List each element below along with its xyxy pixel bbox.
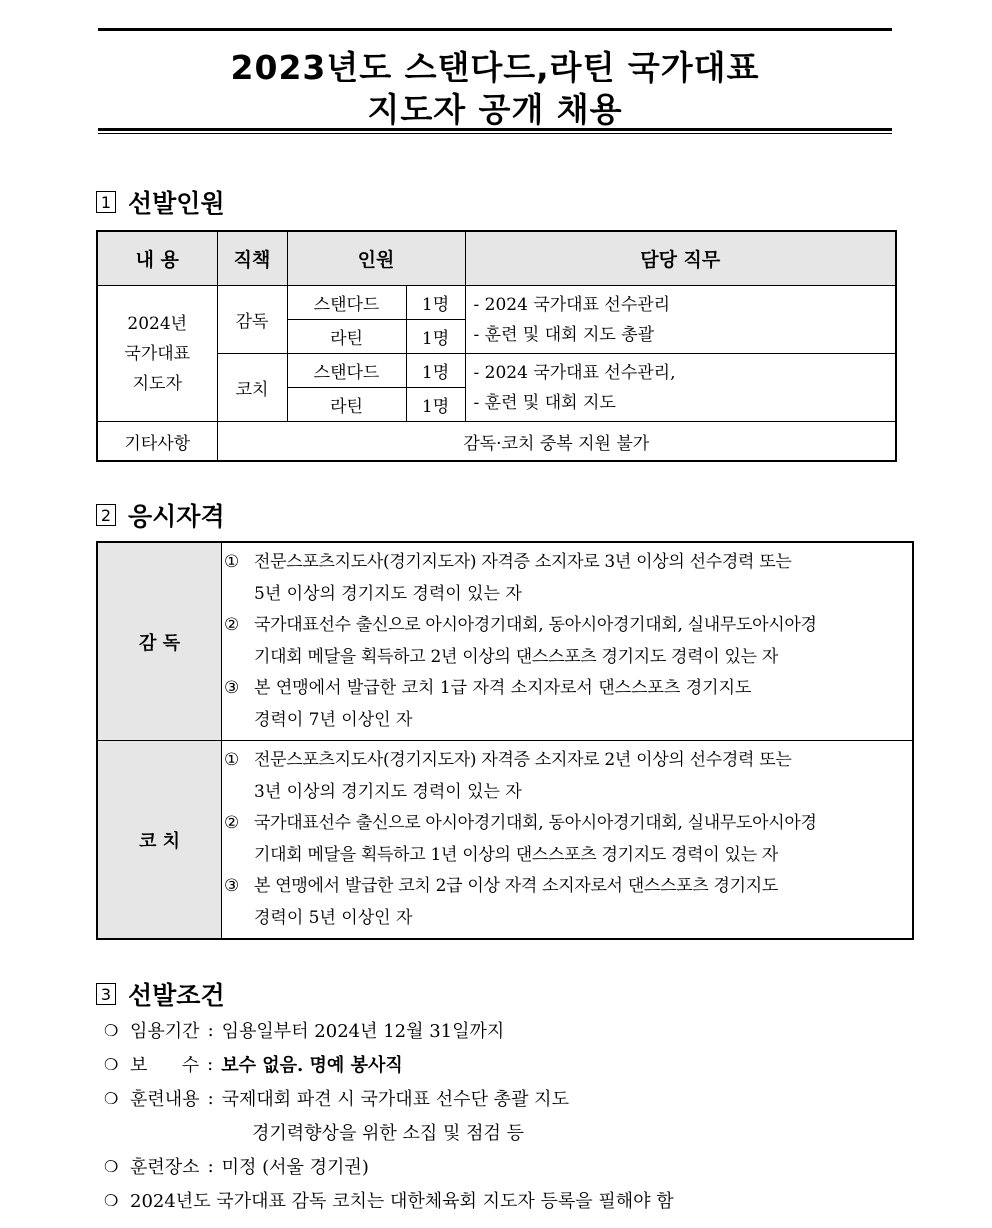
title-bottom-rule — [98, 128, 892, 131]
list-item — [224, 808, 910, 871]
group-label-line: 국가대표 — [124, 343, 191, 364]
selection-conditions — [104, 1013, 924, 1217]
item-line: 전문스포츠지도사(경기지도자) 자격증 소지자로 2년 이상의 선수경력 또는 — [254, 750, 792, 770]
table-row — [97, 286, 896, 320]
table-row — [97, 542, 913, 741]
title-top-rule — [98, 28, 892, 31]
list-item — [104, 1149, 924, 1183]
list-item — [104, 1013, 924, 1047]
section-1-heading — [96, 184, 225, 220]
discipline-cell: 라틴 — [287, 388, 406, 422]
item-line: 경력이 7년 이상인 자 — [254, 709, 413, 730]
other-value: 감독·코치 중복 지원 불가 — [217, 422, 896, 462]
group-label-cell — [97, 286, 217, 422]
count-cell: 1명 — [406, 320, 465, 354]
coach-qualifications — [222, 741, 914, 940]
count-cell: 1명 — [406, 286, 465, 320]
title-block — [98, 28, 892, 136]
duty-line: - 훈련 및 대회 지도 — [473, 392, 616, 413]
condition-label: 훈련장소 — [130, 1157, 200, 1178]
list-item — [224, 673, 910, 736]
item-line: 전문스포츠지도사(경기지도자) 자격증 소지자로 3년 이상의 선수경력 또는 — [254, 552, 792, 572]
item-line: 3년 이상의 경기지도 경력이 있는 자 — [254, 781, 522, 802]
bullet-icon: ❍ — [104, 1156, 119, 1176]
position-coach: 코치 — [217, 354, 287, 422]
list-item — [224, 610, 910, 673]
discipline-cell: 스탠다드 — [287, 354, 406, 388]
item-line: 5년 이상의 경기지도 경력이 있는 자 — [254, 583, 522, 604]
table-row — [97, 354, 896, 388]
condition-value: 미정 (서울 경기권) — [221, 1157, 369, 1178]
count-cell: 1명 — [406, 388, 465, 422]
position-director: 감독 — [217, 286, 287, 354]
section-2-number: 2 — [96, 504, 116, 526]
duty-line: - 훈련 및 대회 지도 총괄 — [473, 324, 655, 345]
colon: : — [207, 1087, 214, 1109]
item-line: 국가대표선수 출신으로 아시아경기대회, 동아시아경기대회, 실내무도아시아경 — [254, 813, 817, 833]
discipline-cell: 라틴 — [287, 320, 406, 354]
bullet-icon: ❍ — [104, 1020, 119, 1040]
item-line: 경력이 5년 이상인 자 — [254, 907, 413, 928]
item-mark: ① — [224, 750, 240, 770]
selection-personnel-table — [96, 230, 897, 462]
page-title-line-2: 지도자 공개 채용 — [367, 90, 623, 129]
item-line: 기대회 메달을 획득하고 1년 이상의 댄스스포츠 경기지도 경력이 있는 자 — [254, 844, 778, 865]
bullet-icon: ❍ — [104, 1054, 119, 1074]
section-3-number: 3 — [96, 983, 116, 1005]
item-mark: ③ — [224, 876, 240, 896]
table-header-row — [97, 231, 896, 286]
condition-value: 국제대회 파견 시 국가대표 선수단 총괄 지도 — [221, 1089, 569, 1110]
item-mark: ② — [224, 615, 240, 635]
section-3-heading — [96, 976, 225, 1012]
condition-label: 임용기간 — [130, 1021, 200, 1042]
condition-value: 임용일부터 2024년 12월 31일까지 — [221, 1021, 505, 1042]
section-2-heading — [96, 497, 225, 533]
count-cell: 1명 — [406, 354, 465, 388]
colon: : — [207, 1155, 214, 1177]
list-item — [104, 1047, 924, 1081]
duty-line: - 2024 국가대표 선수관리 — [473, 294, 671, 315]
title-bottom-rule-thin — [98, 133, 892, 134]
discipline-cell: 스탠다드 — [287, 286, 406, 320]
item-mark: ② — [224, 813, 240, 833]
condition-note: 2024년도 국가대표 감독 코치는 대한체육회 지도자 등록을 필해야 함 — [130, 1191, 674, 1212]
list-item — [224, 871, 910, 934]
header-duty: 담당 직무 — [465, 231, 896, 286]
section-1-title: 선발인원 — [128, 189, 225, 218]
page-title-line-1: 2023년도 스탠다드,라틴 국가대표 — [230, 48, 760, 87]
condition-label: 훈련내용 — [130, 1089, 200, 1110]
duty-line: - 2024 국가대표 선수관리, — [473, 362, 676, 383]
qualifications-table — [96, 541, 914, 940]
director-qualifications — [222, 542, 914, 741]
colon: : — [207, 1019, 214, 1041]
group-label-line: 지도자 — [132, 373, 182, 394]
list-item — [224, 745, 910, 808]
bullet-icon: ❍ — [104, 1088, 119, 1108]
role-coach: 코 치 — [97, 741, 222, 940]
colon: : — [207, 1053, 214, 1075]
group-label-line: 2024년 — [127, 313, 188, 334]
item-mark: ③ — [224, 678, 240, 698]
table-row — [97, 422, 896, 462]
item-mark: ① — [224, 552, 240, 572]
list-item — [104, 1183, 924, 1217]
header-personnel: 인원 — [287, 231, 465, 286]
other-label: 기타사항 — [97, 422, 217, 462]
item-line: 기대회 메달을 획득하고 2년 이상의 댄스스포츠 경기지도 경력이 있는 자 — [254, 646, 778, 667]
condition-value: 경기력향상을 위한 소집 및 점검 등 — [252, 1123, 525, 1144]
header-content: 내 용 — [97, 231, 217, 286]
header-position: 직책 — [217, 231, 287, 286]
bullet-icon: ❍ — [104, 1190, 119, 1210]
table-row — [97, 741, 913, 940]
item-line: 본 연맹에서 발급한 코치 2급 이상 자격 소지자로서 댄스스포츠 경기지도 — [254, 876, 778, 896]
section-3-title: 선발조건 — [128, 981, 225, 1010]
item-line: 국가대표선수 출신으로 아시아경기대회, 동아시아경기대회, 실내무도아시아경 — [254, 615, 817, 635]
duty-coach — [465, 354, 896, 422]
duty-director — [465, 286, 896, 354]
list-item — [104, 1081, 924, 1115]
item-line: 본 연맹에서 발급한 코치 1급 자격 소지자로서 댄스스포츠 경기지도 — [254, 678, 752, 698]
condition-label: 보 수 — [130, 1055, 200, 1076]
list-item — [224, 547, 910, 610]
role-director: 감 독 — [97, 542, 222, 741]
condition-value: 보수 없음. 명예 봉사직 — [221, 1055, 403, 1076]
section-2-title: 응시자격 — [128, 502, 225, 531]
section-1-number: 1 — [96, 191, 116, 213]
list-item-continuation — [104, 1115, 924, 1149]
